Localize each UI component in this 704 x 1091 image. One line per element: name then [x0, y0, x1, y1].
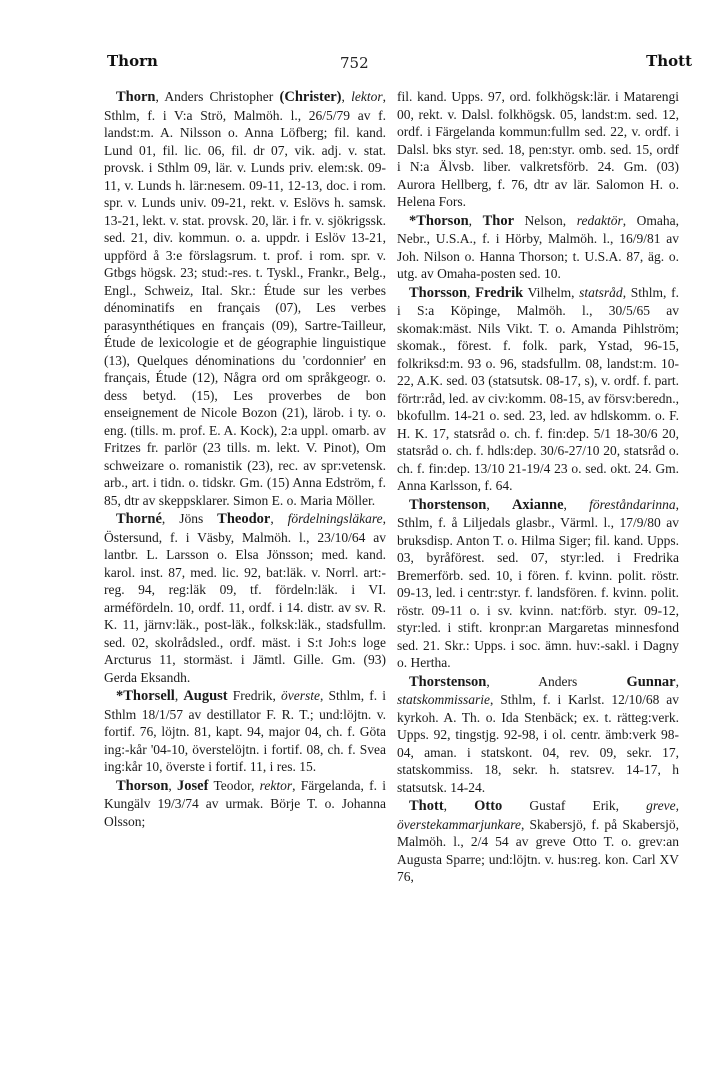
entry-continuation — [397, 88, 679, 211]
entry-title: lektor — [351, 89, 383, 104]
entry-body: , Sthlm, f. i Sthlm 18/1/57 av destillator F. R. T.; und:löjtn. v. fortif. 76, löjtn. 81, kapt. 94, major 04, ch. f. Göta ing:-kår '04-10, överstelöjtn. i fortif. 08, ch. f. Svea ing:kår 10, överste i fortif. 11, i res. 15. — [104, 688, 386, 774]
entry-title: statsråd — [579, 284, 623, 300]
entry-thott — [397, 797, 679, 886]
entry-surname: *Thorson — [409, 212, 469, 229]
entry-surname: *Thorsell — [116, 688, 175, 704]
entry-given-bold: Axianne — [511, 496, 564, 513]
page-header — [0, 52, 704, 76]
entry-middle: Fredrik, — [227, 688, 282, 703]
entry-thorn: Thorn, Anders Christopher (Christer), lektor, Sthlm, f. i V:a Strö, Malmöh. l., 26/5/79 av f. landst:m. A. Nilsson o. Anna Löfberg; fil. kand. Lund 01, fil. lic. 06, fil. dr 07, vik. adj. v. stat. provsk. i Sthlm 09, lär. v. Lunds priv. elem:sk. 09-11, v. Lunds h. lär:nesem. 09-11, 12-13, doc. i rom. spr. v. Lunds univ. 09-21, rekt. v. Eslövs h. samsk. 13-21, lekt. v. stat. provsk. 20, lär. i fr. v. sjökrigssk. sed. 21, div. kommun. o. a. uppdr. i Eslöv 13-21, uppförd å 3:e förslagsrum. t. prof. i rom. spr. v. Gtbgs högsk. 23; stud:-res. t. Tyskl., Frankr., Belg., Engl., Schweiz, Ital. Skr.: Étude sur les verbes dénominatifs en français (07), Les verbes parasynthétiques en français (09), Sartre-Tailleur, Étude de lexicologie et de géographie linguistique (13), Quelques dénominations du 'cordonnier' en français, Étude (12), Några ord om språkgeogr. o. dess betyd. (15), Les proverbes de bon enseignement de Nicole Bozon (21), lärob. i ty. o. eng. (tills. m. prof. E. A. Kock), 2:a uppl. omarb. av Fritzes fr. parlör (23 tills. m. lekt. V. Pinot), Om schweizare o. romanistik (23), rec. av spr:vetensk. arb., art. i tidn. o. tidskr. Gm. (15) Anna Edström, f. 85, dtr av skeppsklarer. Simon E. o. Maria Möller. — [104, 89, 386, 508]
entry-title: redaktör — [576, 212, 623, 228]
entry-middle: Nelson, — [514, 212, 577, 228]
entry-middle: Vilhelm, — [523, 284, 580, 300]
entry-title: statskommissarie — [397, 692, 491, 707]
entry-surname: Thorson — [116, 777, 169, 794]
entry-thorstenson-axianne: Thorstenson, Axianne, föreståndarinna, Sthlm, f. å Liljedals glasbr., Värml. l., 17/9/80 av bruksdisp. Anton T. o. Hilma Siger; fil. kand. Upps. 03, byråförest. sed. 07, styr:led. i Fredrika Bremerförb. sed. 10, i fören. f. kvinn. polit. röstr. 09-13, led. i centr:styr. f. landsfören. f. kvinn. polit. röstr. 09-11 o. i sv. kvinn. nat:förb. styr. 09-12, styr:led. i stift. kronpr:an Margaretas minnesfond sed. 21. Skr.: Upps. i soc. ämn. huv:-sakl. i Dagny o. Hertha. — [397, 496, 680, 670]
entry-given-bold: Josef — [177, 777, 209, 794]
left-column — [104, 88, 386, 831]
entry-surname: Thorstenson — [409, 673, 487, 690]
entry-given: , — [174, 688, 184, 703]
entry-surname: Thorn — [116, 89, 156, 105]
entry-thorsson — [397, 284, 679, 495]
entry-body: fil. kand. Upps. 97, ord. folkhögsk:lär. i Matarengi 00, rekt. v. Dalsl. folkhögsk. 05, landst:m. sed. 12, ordf. i Färgelanda kommun:fullm sed. 22, v. ordf. i Dalsl. bks styr. sed. 18, pen:styr. omb. sed. 15, ordf i N:a Älvsb. liber. valkretsförb. 24. Gm. (03) Aurora Hellberg, f. 76, dtr av lär. Salomon H. o. Helena Fors. — [397, 89, 679, 209]
entry-given-bold: August — [183, 688, 228, 704]
entry-given: , — [443, 798, 475, 813]
entry-thorson-josef — [104, 777, 386, 831]
entry-thorstenson-gunnar: Thorstenson, Anders Gunnar, statskommissarie, Sthlm, f. i Karlst. 12/10/68 av kyrkoh. A. Th. o. Ida Stenbäck; ex. t. rätteg:verk. Upps. 92, tingstjg. 92-98, i ol. centr. ämb:verk 98-04, aman. i statskont. 04, rev. 09, sekr. 17, statskommiss. 18, sekr. h. statsrev. 14-17, h statsutsk. 14-24. — [397, 673, 679, 795]
entry-given: , — [467, 284, 476, 300]
entry-thorne: Thorné, Jöns Theodor, fördelningsläkare, Östersund, f. i Väsby, Malmöh. l., 23/10/64 av lantbr. L. Larsson o. Elsa Jönsson; med. kand. karol. inst. 87, med. lic. 92, bat:läk. v. Norrl. art:-reg. 94, reg:läk 09, tf. fördeln:läk. i VI. arméfördeln. 10, ordf. 11, ordf. i 14. distr. av sv. R. K. 11, järnv:läk., post-läk., folksk:läk., stadsfullm. sed. 02, skolrådsled., ordf. mäst. i S:t Joh:s loge Arcturus 11, stormäst. i Jämtl. Gille. Gm. (93) Gerda Eksandh. — [104, 511, 386, 685]
left-running-head: Thorn — [107, 52, 158, 70]
entry-surname: Thorstenson — [409, 496, 487, 513]
entry-body: , Sthlm, f. i V:a Strö, Malmöh. l., 26/5/79 av f. landst:m. A. Nilsson o. Anna Löfberg; fil. kand. Lund 01, fil. lic. 06, fil. dr 07, vik. adj. v. stat. provsk. i Sthlm 09, lär. v. Lunds priv. elem:sk. 09-11, v. Lunds h. lär:nesem. 09-11, 12-13, doc. i rom. spr. v. Lunds univ. 09-21, rekt. v. Eslövs h. samsk. 13-21, lekt. v. stat. provsk. 20, lär. i fr. v. sjökrigssk. sed. 21, div. kommun. o. a. uppdr. i Eslöv 13-21, uppförd å 3:e förslagsrum. t. prof. i rom. spr. v. Gtbgs högsk. 23; stud:-res. t. Tyskl., Frankr., Belg., Engl., Schweiz, Ital. Skr.: Étude sur les verbes dénominatifs en français (07), Les verbes parasynthétiques en français (09), Sartre-Tailleur, Étude de lexicologie et de géographie linguistique (13), Quelques dénominations du 'cordonnier' en français, Étude (12), Några ord om språkgeogr. o. dess betyd. (15), Les proverbes de bon enseignement de Nicole Bozon (21), lärob. i ty. o. eng. (tills. m. prof. E. A. Kock), 2:a uppl. omarb. av Fritzes fr. parlör (23 tills. m. lekt. V. Pinot), Om schweizare o. romanistik (23), rec. av spr:vetensk. arb., art. i tidn. o. tidskr. Gm. (15) Anna Edström, f. 85, dtr av skeppsklarer. Simon E. o. Maria Möller. — [104, 89, 386, 508]
entry-given: , Jöns — [161, 511, 218, 526]
entry-middle: Gustaf Erik, — [502, 798, 647, 813]
right-column — [397, 88, 679, 887]
right-running-head: Thott — [646, 52, 692, 70]
entry-given-bold: Gunnar — [626, 673, 676, 690]
entry-title: greve, överstekammarjunkare — [397, 798, 679, 832]
entry-title: rektor — [259, 777, 293, 793]
entry-body: , Sthlm, f. å Liljedals glasbr., Värml. l., 17/9/80 av bruksdisp. Anton T. o. Hilma Siger; fil. kand. Upps. 03, byråförest. sed. 07, styr:led. i Fredrika Bremerförb. sed. 10, i fören. f. kvinn. polit. röstr. 09-13, led. i centr:styr. f. landsfören. f. kvinn. polit. röstr. 09-11 o. i sv. kvinn. nat:förb. styr. 09-12, styr:led. i stift. kronpr:an Margaretas minnesfond sed. 21. Skr.: Upps. i soc. ämn. huv:-sakl. i Dagny o. Hertha. — [397, 496, 680, 670]
entry-given-bold: Fredrik — [475, 284, 524, 301]
entry-middle: Teodor, — [208, 777, 260, 793]
entry-given: , Anders Christopher — [155, 89, 280, 104]
entry-surname: Thorsson — [409, 284, 468, 301]
entry-body: , Sthlm, f. i S:a Köpinge, Malmöh. l., 30/5/65 av skomak:mäst. Nils Vikt. T. o. Amanda Pihlström; skomak., förest. f. folk. park, Ystad, 96-15, folkriksd:m. 93 o. 96, stadsfullm. 08, landst:m. 10-22, A.K. sed. 03 (statsutsk. 08-17, s), v. ordf. f. part. förtr:råd, led. av civ:komm. 08-15, av försv:beredn., bkofullm. 14-21 o. sed. 23, led. av hdlskomm. o. F. H. K. 17, statsråd o. ch. f. fin:dep. 5/1 18-30/6 20, statsråd o. ch. f. hdls:dep. 30/6-27/10 20, statsråd o. ch. f. fin:dep. 13/10 21-19/4 23 o. sed. okt. 24. Gm. Anna Karlsson, f. 64. — [397, 284, 679, 493]
entry-surname: Thorné — [116, 511, 162, 527]
page-number: 752 — [340, 54, 369, 72]
entry-given-bold: Otto — [474, 798, 503, 814]
entry-body: , Färgelanda, f. i Kungälv 19/3/74 av urmak. Börje T. o. Johanna Olsson; — [104, 777, 386, 829]
entry-given-bold: (Christer) — [279, 89, 342, 105]
entry-given-bold: Thor — [482, 212, 514, 229]
entry-given-bold: Theodor — [217, 511, 271, 527]
entry-given: , — [168, 777, 178, 793]
entry-title: överste — [281, 688, 320, 703]
entry-given: , — [468, 212, 483, 228]
entry-given: , Anders — [486, 673, 627, 689]
entry-body: , Omaha, Nebr., U.S.A., f. i Hörby, Malmöh. l., 16/9/81 av Joh. Nilson o. Hanna Thorson; t. U.S.A. 87, äg. o. utg. av Omaha-posten sed. 10. — [397, 212, 680, 281]
entry-title: föreståndarinna — [589, 496, 676, 512]
entry-body: , Östersund, f. i Väsby, Malmöh. l., 23/10/64 av lantbr. L. Larsson o. Elsa Jönsson; med. kand. karol. inst. 87, med. lic. 92, bat:läk. v. Norrl. art:-reg. 94, reg:läk 09, tf. fördeln:läk. i VI. arméfördeln. 10, ordf. 11, ordf. i 14. distr. av sv. R. K. 11, järnv:läk., post-läk., folksk:läk., stadsfullm. sed. 02, skolrådsled., ordf. mäst. i S:t Joh:s loge Arcturus 11, stormäst. i Jämtl. Gille. Gm. (93) Gerda Eksandh. — [104, 511, 386, 685]
entry-surname: Thott — [409, 798, 444, 814]
entry-body: , Skabersjö, f. på Skabersjö, Malmöh. l., 2/4 54 av greve Otto T. o. grev:an Augusta Sparre; und:löjtn. v. hus:reg. kon. Carl XV 76, — [397, 816, 679, 884]
entry-body: , Sthlm, f. i Karlst. 12/10/68 av kyrkoh. A. Th. o. Ida Stenbäck; ex. t. rätteg:verk. Upps. 92, tingstjg. 92-98, i ol. centr. ämb:verk 98-04, aman. i statskont. 04, rev. 09, sekr. 17, statskommiss. 18, sekr. h. statsrev. 14-17, h statsutsk. 14-24. — [397, 692, 679, 795]
entry-given: , — [486, 496, 512, 512]
entry-thorsell — [104, 687, 386, 776]
entry-thorson-thor — [397, 212, 679, 283]
entry-title: fördelningsläkare — [287, 511, 383, 526]
